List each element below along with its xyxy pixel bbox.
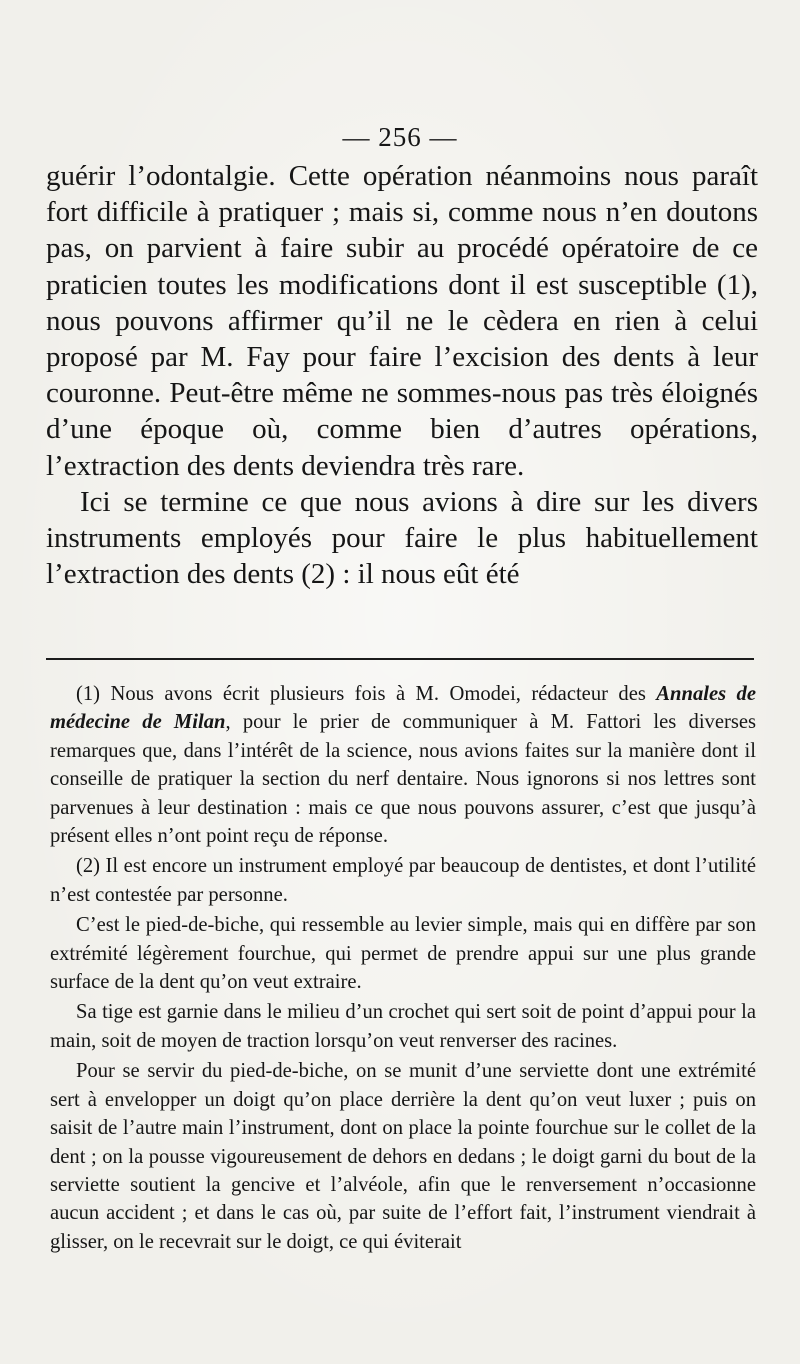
footnote-1-text-cont: , pour le prier de communiquer à M. Fattori les diverses remarques que, dans l’intérêt de la science, nous avions faites sur la manière dont il conseille de pratiquer la section du nerf dentaire. Nous ignorons si nos lettres sont parvenues à leur destination : mais ce que nous pouvons assurer, c’est que jusqu’à présent elles n’ont point reçu de réponse. [50, 711, 757, 848]
footnote-2: (2) Il est encore un instrument employé par beaucoup de dentistes, et dont l’utilité n’est contestée par personne. [50, 855, 756, 906]
body-paragraph-2: Ici se termine ce que nous avions à dire sur les divers instruments employés pour faire le plus habituellement l’extraction des dents (2) : il nous eût été [46, 485, 758, 591]
footnote-1 [50, 680, 756, 850]
page-number: — 256 — [342, 122, 458, 152]
footnote-1-text: (1) Nous avons écrit plusieurs fois à M. Omodei, rédacteur des [76, 683, 657, 705]
body-paragraph-1: guérir l’odontalgie. Cette opération néanmoins nous paraît fort difficile à pratiquer ; mais si, comme nous n’en doutons pas, on parvient à faire subir au procédé opératoire de ce praticien toutes les modifications dont il est susceptible (1), nous pouvons affirmer qu’il ne le cèdera en rien à celui proposé par M. Fay pour faire l’excision des dents à leur couronne. Peut-être même ne sommes-nous pas très éloignés d’une époque où, comme bien d’autres opérations, l’extraction des dents deviendra très rare. [46, 160, 758, 482]
main-text [46, 158, 758, 592]
footnote-2-paragraph: Pour se servir du pied-de-biche, on se munit d’une serviette dont une extrémité sert à envelopper un doigt qu’on place derrière la dent qu’on veut luxer ; puis on saisit de l’autre main l’instrument, dont on place la pointe fourchue sur le collet de la dent ; on la pousse vigoureusement de dehors en dedans ; le doigt garni du bout de la serviette soutient la gencive et l’alvéole, afin que le renversement n’occasionne aucun accident ; et dans le cas où, par suite de l’effort fait, l’instrument viendrait à glisser, on le recevrait sur le doigt, ce qui éviterait [50, 1060, 756, 1253]
footnote-2-paragraph: Sa tige est garnie dans le milieu d’un crochet qui sert soit de point d’appui pour la main, soit de moyen de traction lorsqu’on veut renverser des racines. [50, 1001, 756, 1052]
journal-title: Annales de médecine de Milan [50, 683, 756, 734]
footnotes [50, 680, 756, 1256]
footnote-2-paragraph: C’est le pied-de-biche, qui ressemble au levier simple, mais qui en diffère par son extrémité légèrement fourchue, qui permet de prendre appui sur une plus grande surface de la dent qu’on veut extraire. [50, 914, 756, 994]
footnote-divider [46, 658, 754, 660]
